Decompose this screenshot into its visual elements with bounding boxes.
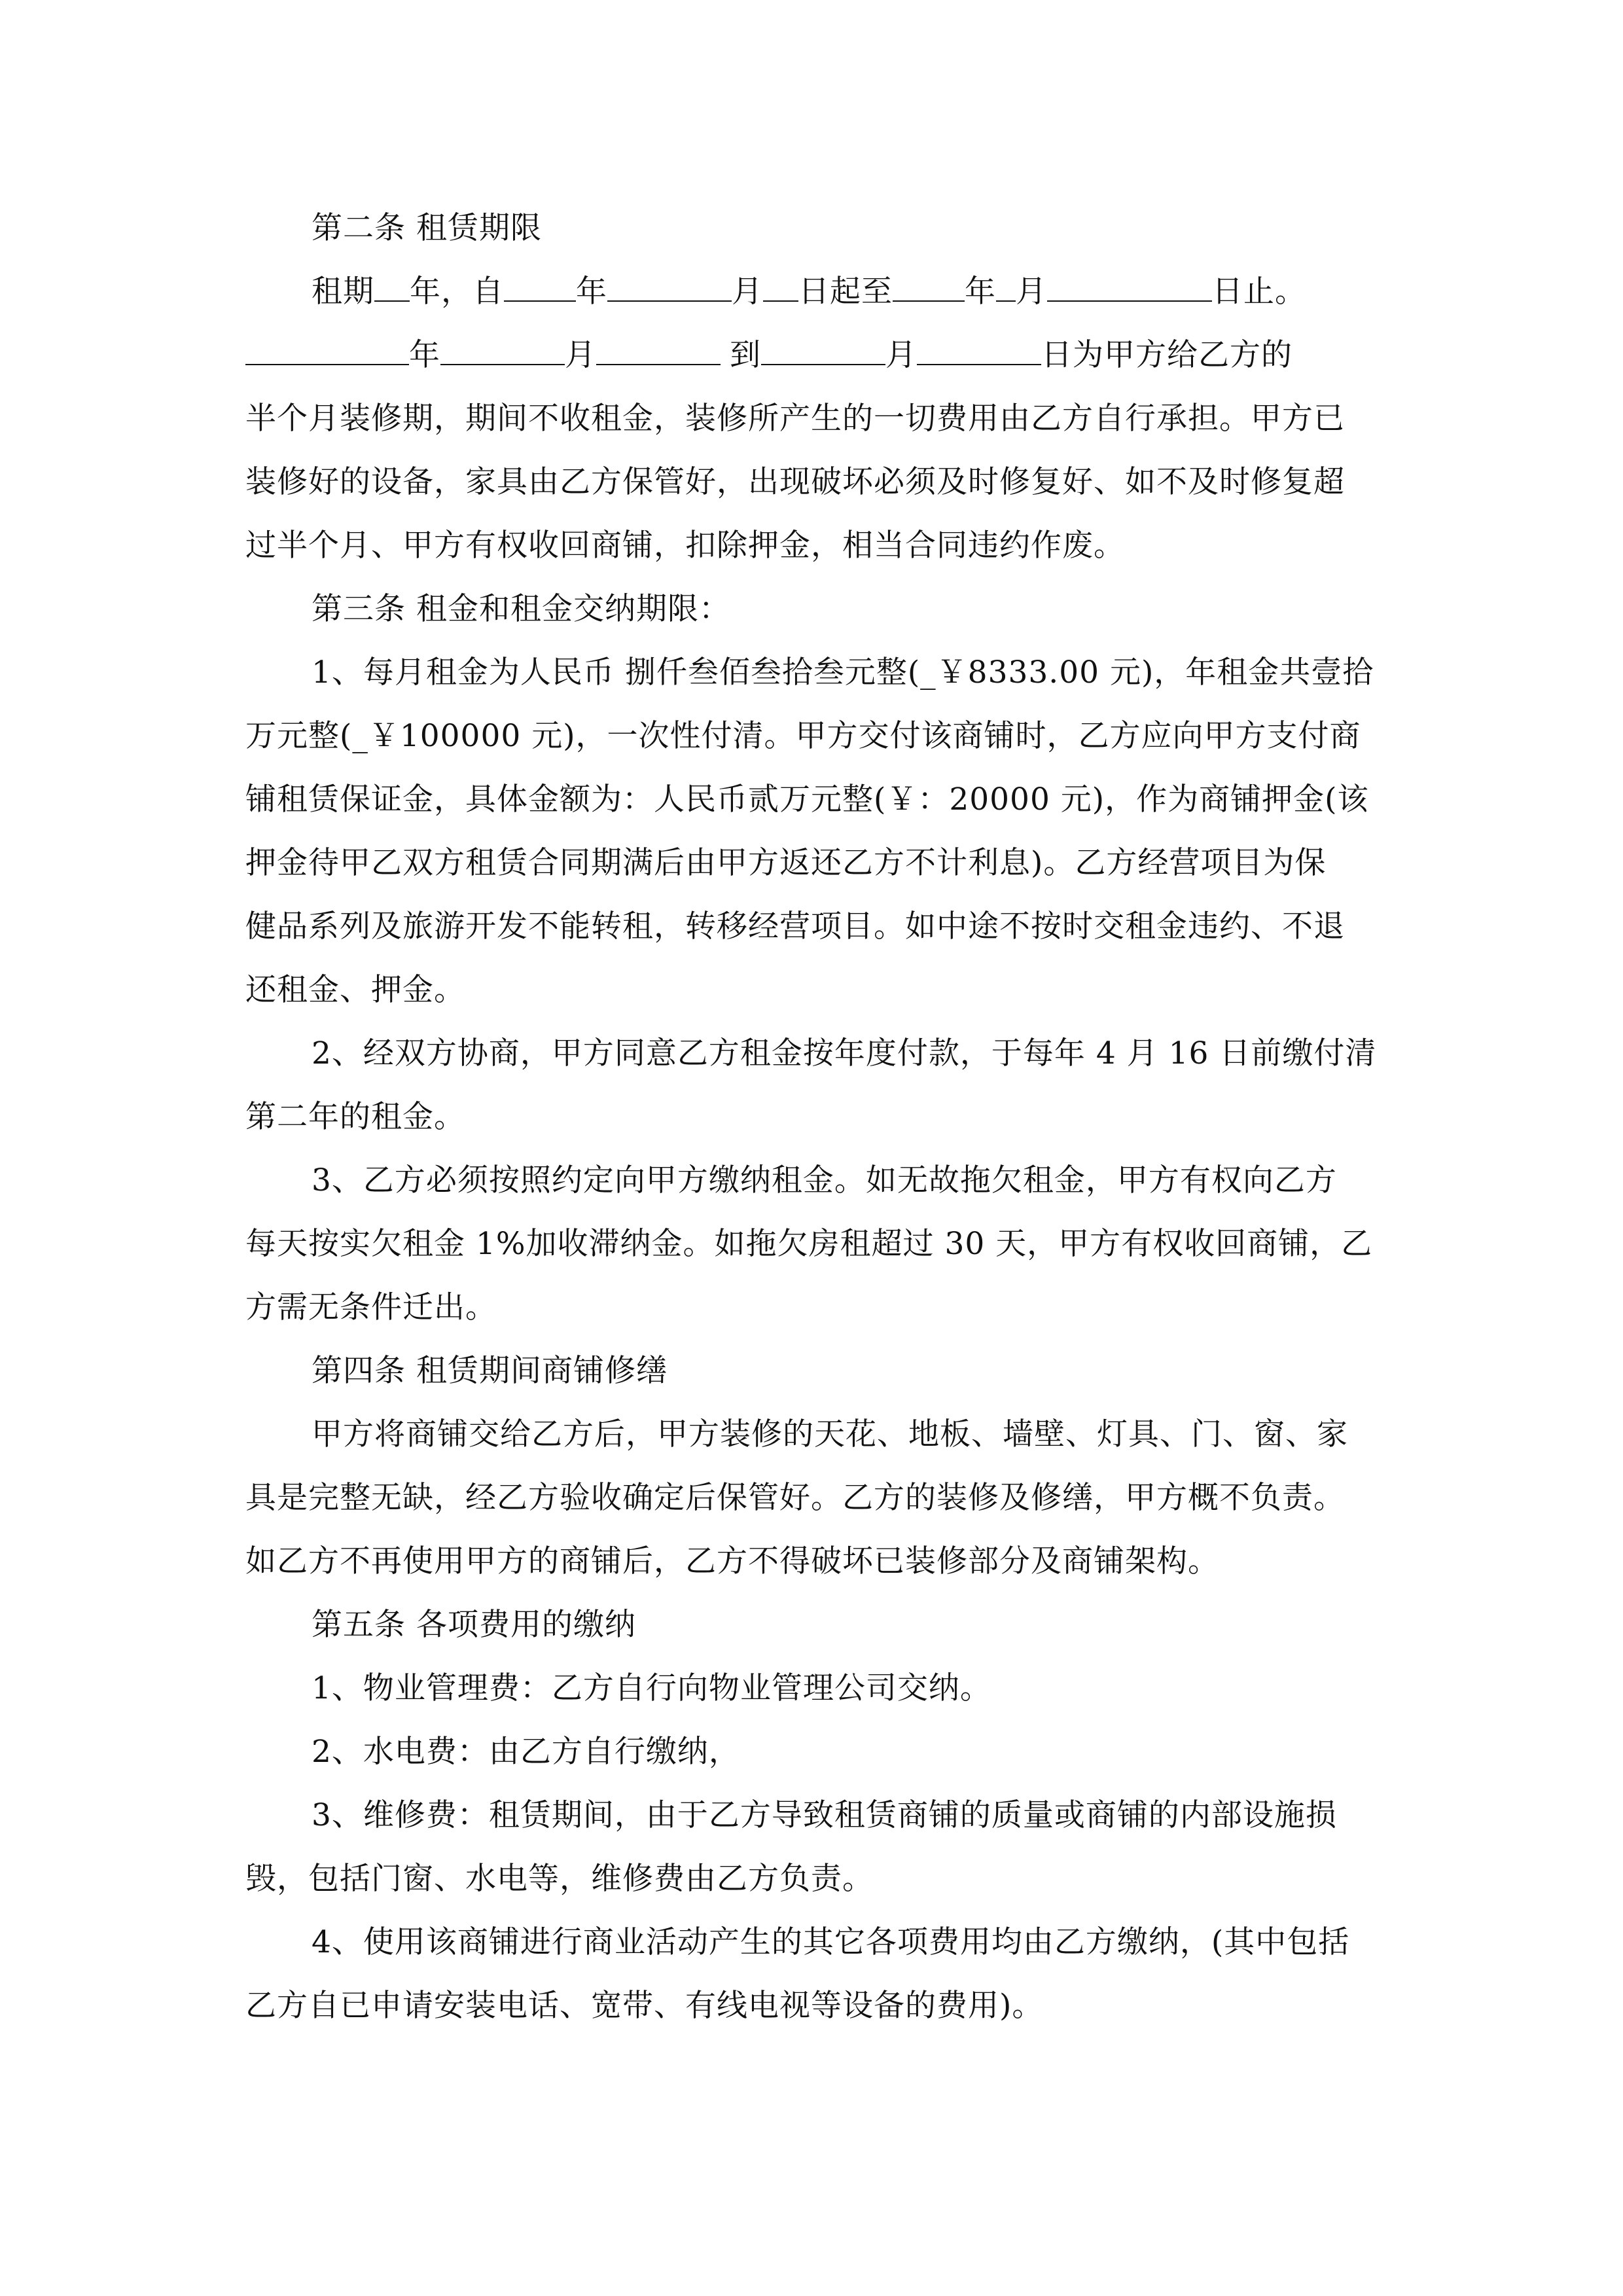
term-text: 月: [1016, 274, 1047, 310]
article-5-heading: 第五条 各项费用的缴纳: [312, 1607, 636, 1643]
decor-text: 年: [409, 337, 440, 373]
paragraph-line: 装修好的设备，家具由乙方保管好，出现破坏必须及时修复好、如不及时修复超: [245, 464, 1345, 500]
article-2-decor-line: [245, 323, 1378, 387]
term-text: 年: [576, 274, 607, 310]
paragraph-line: 每天按实欠租金 1%加收滞纳金。如拖欠房租超过 30 天，甲方有权收回商铺，乙: [245, 1226, 1373, 1262]
document-body: [245, 196, 1378, 2037]
end-month-blank: [996, 269, 1016, 302]
decor-year-blank: [245, 332, 409, 365]
term-text: 月: [732, 274, 763, 310]
decor-end-month-blank: [761, 332, 885, 365]
paragraph-line: 3、乙方必须按照约定向甲方缴纳租金。如无故拖欠租金，甲方有权向乙方: [312, 1162, 1337, 1198]
decor-text: 到: [730, 337, 761, 373]
paragraph-line: 如乙方不再使用甲方的商铺后，乙方不得破坏已装修部分及商铺架构。: [245, 1543, 1219, 1579]
term-text: 租期: [312, 274, 374, 310]
start-month-blank: [607, 269, 732, 302]
article-3-heading: 第三条 租金和租金交纳期限：: [312, 591, 730, 627]
paragraph-line: 万元整(_￥100000 元)，一次性付清。甲方交付该商铺时，乙方应向甲方支付商: [245, 718, 1361, 754]
end-day-blank: [1047, 269, 1212, 302]
decor-text: 月: [565, 337, 596, 373]
article-4-heading: 第四条 租赁期间商铺修缮: [312, 1353, 668, 1389]
paragraph-line: 第二年的租金。: [245, 1099, 465, 1135]
term-text: 日起至: [798, 274, 893, 310]
paragraph-line: 3、维修费：租赁期间，由于乙方导致租赁商铺的质量或商铺的内部设施损: [312, 1797, 1337, 1833]
term-text: 年，自: [410, 274, 504, 310]
paragraph-line: 2、经双方协商，甲方同意乙方租金按年度付款，于每年 4 月 16 日前缴付清: [312, 1035, 1377, 1071]
paragraph-line: 押金待甲乙双方租赁合同期满后由甲方返还乙方不计利息)。乙方经营项目为保: [245, 845, 1327, 881]
paragraph-line: 1、物业管理费：乙方自行向物业管理公司交纳。: [312, 1670, 991, 1706]
paragraph-line: 还租金、押金。: [245, 972, 465, 1008]
paragraph-line: 铺租赁保证金，具体金额为：人民币贰万元整(￥：20000 元)，作为商铺押金(该: [245, 781, 1369, 817]
article-2-term-line: [245, 260, 1378, 323]
decor-month-blank: [440, 332, 565, 365]
end-year-blank: [893, 269, 965, 302]
paragraph-line: 1、每月租金为人民币 捌仟叁佰叁拾叁元整(_￥8333.00 元)，年租金共壹拾: [312, 655, 1374, 691]
paragraph-line: 具是完整无缺，经乙方验收确定后保管好。乙方的装修及修缮，甲方概不负责。: [245, 1480, 1345, 1516]
start-day-blank: [763, 269, 798, 302]
term-years-blank: [374, 269, 410, 302]
decor-text: 日为甲方给乙方的: [1041, 337, 1293, 373]
decor-text: 月: [885, 337, 917, 373]
decor-day-blank: [596, 332, 721, 365]
paragraph-line: 过半个月、甲方有权收回商铺，扣除押金，相当合同违约作废。: [245, 528, 1125, 564]
term-text: 年: [965, 274, 996, 310]
paragraph-line: 健品系列及旅游开发不能转租，转移经营项目。如中途不按时交租金违约、不退: [245, 908, 1345, 944]
paragraph-line: 4、使用该商铺进行商业活动产生的其它各项费用均由乙方缴纳，(其中包括: [312, 1924, 1350, 1960]
paragraph-line: 2、水电费：由乙方自行缴纳，: [312, 1734, 740, 1770]
start-year-blank: [504, 269, 576, 302]
paragraph-line: 半个月装修期，期间不收租金，装修所产生的一切费用由乙方自行承担。甲方已: [245, 401, 1345, 437]
paragraph-line: 毁，包括门窗、水电等，维修费由乙方负责。: [245, 1861, 874, 1897]
term-text: 日止。: [1212, 274, 1306, 310]
paragraph-line: 乙方自已申请安装电话、宽带、有线电视等设备的费用)。: [245, 1988, 1044, 2024]
paragraph-line: 甲方将商铺交给乙方后，甲方装修的天花、地板、墙壁、灯具、门、窗、家: [312, 1416, 1348, 1452]
article-2-heading: 第二条 租赁期限: [312, 210, 542, 246]
paragraph-line: 方需无条件迁出。: [245, 1289, 497, 1325]
decor-end-day-blank: [917, 332, 1041, 365]
